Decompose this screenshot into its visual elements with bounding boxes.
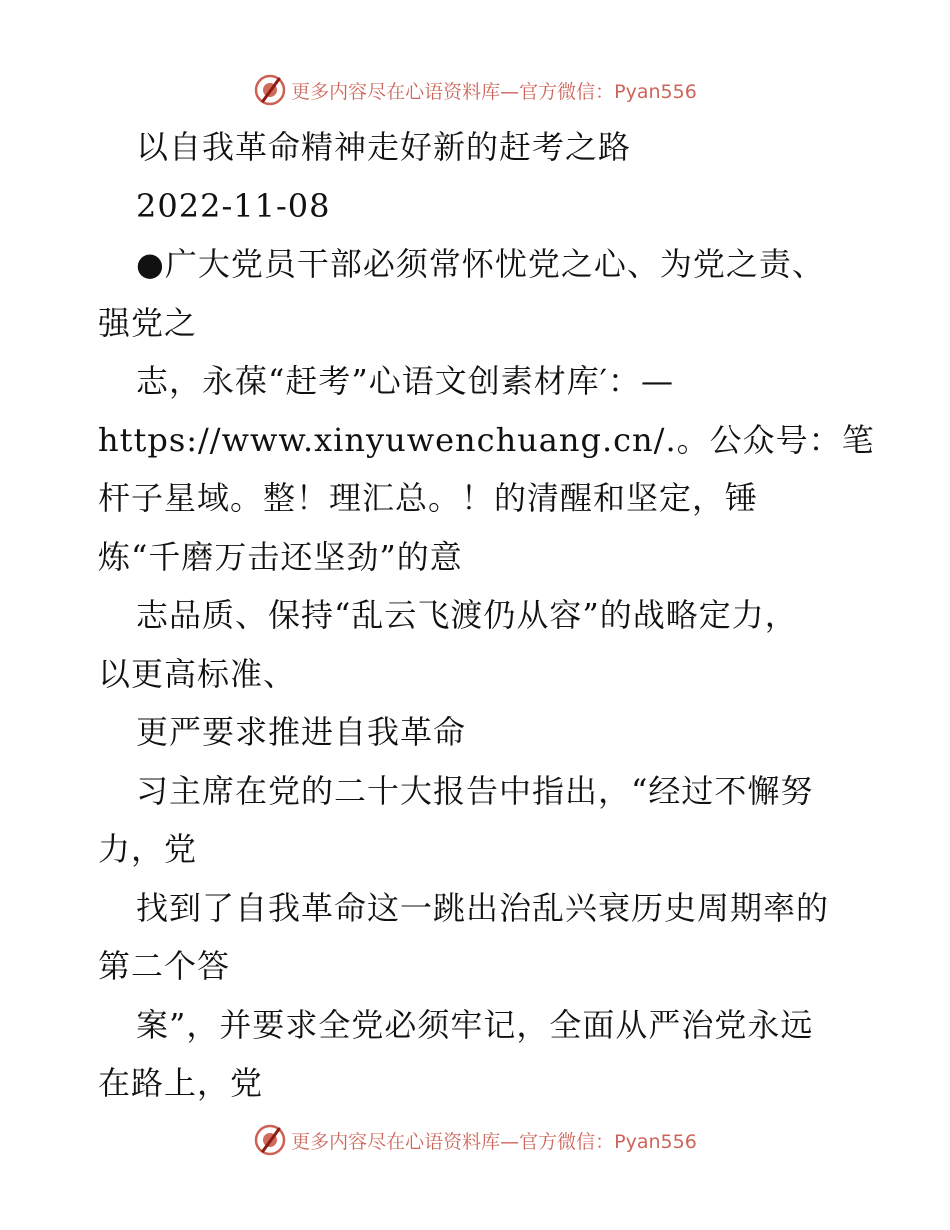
watermark-banner-bottom	[0, 1120, 950, 1160]
text-line: 第二个答	[98, 947, 231, 985]
text-line: 强党之	[98, 303, 198, 342]
text-line: 案”，并要求全党必须牢记，全面从严治党永远	[136, 1005, 814, 1044]
text-line: ●广大党员干部必须常怀忧党之心、为党之责、	[136, 245, 825, 283]
text-line: 志品质、保持“乱云飞渡仍从容”的战略定力，	[136, 596, 798, 634]
text-line: 炼“千磨万击还坚劲”的意	[98, 537, 463, 576]
text-line: 力，党	[98, 830, 198, 868]
text-line: https://www.xinyuwenchuang.cn/.。公众号：笔	[98, 420, 875, 459]
watermark-text: 更多内容尽在心语资料库—官方微信：Pyan556	[291, 80, 697, 103]
text-line: 杆子星域。整！理汇总。！的清醒和坚定，锤	[98, 479, 759, 517]
brand-logo-icon	[253, 1123, 287, 1157]
watermark-banner-top	[0, 70, 950, 110]
document-body	[98, 118, 875, 1113]
text-line: 习主席在党的二十大报告中指出，“经过不懈努	[136, 771, 814, 810]
brand-logo-icon	[253, 73, 287, 107]
document-title: 以自我革命精神走好新的赶考之路	[136, 128, 632, 166]
text-line: 找到了自我革命这一跳出治乱兴衰历史周期率的	[136, 888, 830, 927]
text-line: 更严要求推进自我革命	[136, 713, 467, 751]
text-line: 以更高标准、	[98, 654, 297, 693]
text-line: 在路上，党	[98, 1064, 264, 1102]
document-date: 2022-11-08	[136, 186, 331, 225]
watermark-text: 更多内容尽在心语资料库—官方微信：Pyan556	[291, 1130, 697, 1153]
text-line: 志，永葆“赶考”心语文创素材库′：—	[136, 362, 674, 400]
